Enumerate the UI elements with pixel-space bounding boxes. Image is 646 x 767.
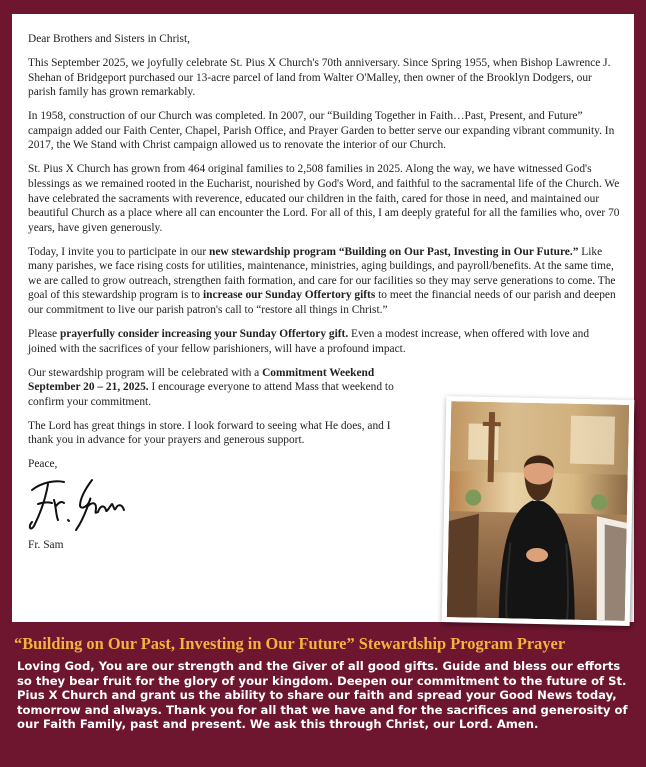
- invitation-text-1: Today, I invite you to participate in our: [28, 245, 209, 258]
- paragraph-commitment-weekend: [28, 366, 414, 410]
- closing: Peace,: [28, 458, 58, 471]
- program-name-bold: new stewardship program “Building on Our Past, Investing in Our Future.”: [208, 245, 579, 258]
- invitation-text-3: to meet the financial needs of our parish and deepen our commitment to live our parish patron's call to “restore all things in Christ.”: [28, 289, 616, 317]
- paragraph-thanks: The Lord has great things in store. I look forward to seeing what He does, and I thank you in advance for your prayers and generous support.: [28, 419, 391, 447]
- paragraph-growth: St. Pius X Church has grown from 464 original families to 2,508 families in 2025. Along the way, we have witnessed God's blessings as we remained rooted in the Eucharist, nourished by God's Word, and faithful to the sacramental life of the Church. We have celebrated the sacraments with reverence, educated our children in the faith, cared for those in need, and maintained our beautiful Church as a place where all can encounter the Lord. For all of this, I am deeply grateful for all the families who, over 70 years, have given generously.: [28, 163, 620, 234]
- prayer-title: “Building on Our Past, Investing in Our Future” Stewardship Program Prayer: [14, 634, 566, 653]
- paragraph-request: [28, 327, 620, 356]
- request-text-1: Please: [28, 328, 60, 341]
- request-bold: prayerfully consider increasing your Sunday Offertory gift.: [59, 328, 349, 341]
- signature: [26, 476, 130, 534]
- pastor-photo-illustration: [447, 401, 629, 621]
- weekend-text-2: I encourage everyone to attend Mass that weekend to confirm your commitment.: [28, 381, 394, 408]
- signer-name: Fr. Sam: [28, 538, 64, 551]
- paragraph-anniversary: This September 2025, we joyfully celebrate St. Pius X Church's 70th anniversary. Since Spring 1955, when Bishop Lawrence J. Shehan of Bridgeport purchased our 13-acre parcel of land from Walter O'Malley, then owner of the Brooklyn Dodgers, our parish family has grown remarkably.: [28, 56, 611, 99]
- offertory-goal-bold: increase our Sunday Offertory gifts: [202, 289, 376, 302]
- weekend-text-1: Our stewardship program will be celebrated with a: [28, 366, 263, 379]
- invitation-text-2: Like many parishes, we face rising costs for utilities, maintenance, ministries, aging buildings, and payroll/benefits. At the same time, we are called to grow outreach, strengthen faith formation, and care for our facilities so they may serve generations to come. The goal of this stewardship program is to: [28, 245, 616, 302]
- weekend-dates-bold: Commitment Weekend September 20 – 21, 2025.: [28, 366, 375, 394]
- prayer-body: Loving God, You are our strength and the Giver of all good gifts. Guide and bless our efforts so they bear fruit for the glory of your kingdom. Deepen our commitment to the future of St. Pius X Church and grant us the ability to share our faith and spread your Good News today, tomorrow and always. Thank you for all that we have and for the sacrifices and generosity of our Faith Family, past and present. We ask this through Christ, our Lord. Amen.: [17, 659, 628, 732]
- letter-panel: [12, 14, 634, 622]
- request-text-2: Even a modest increase, when offered with love and joined with the sacrifices of your fellow parishioners, will have a profound impact.: [28, 328, 590, 355]
- pastor-photo: [447, 401, 629, 621]
- paragraph-history: In 1958, construction of our Church was completed. In 2007, our “Building Together in Faith…Past, Present, and Future” campaign added our Faith Center, Chapel, Parish Office, and Prayer Garden to better serve our expanding vibrant community. In 2017, the We Stand with Christ campaign allowed us to renovate the interior of our Church.: [28, 110, 615, 152]
- pastor-photo-frame: [442, 396, 635, 626]
- greeting: Dear Brothers and Sisters in Christ,: [28, 33, 190, 45]
- paragraph-invitation: [28, 245, 620, 318]
